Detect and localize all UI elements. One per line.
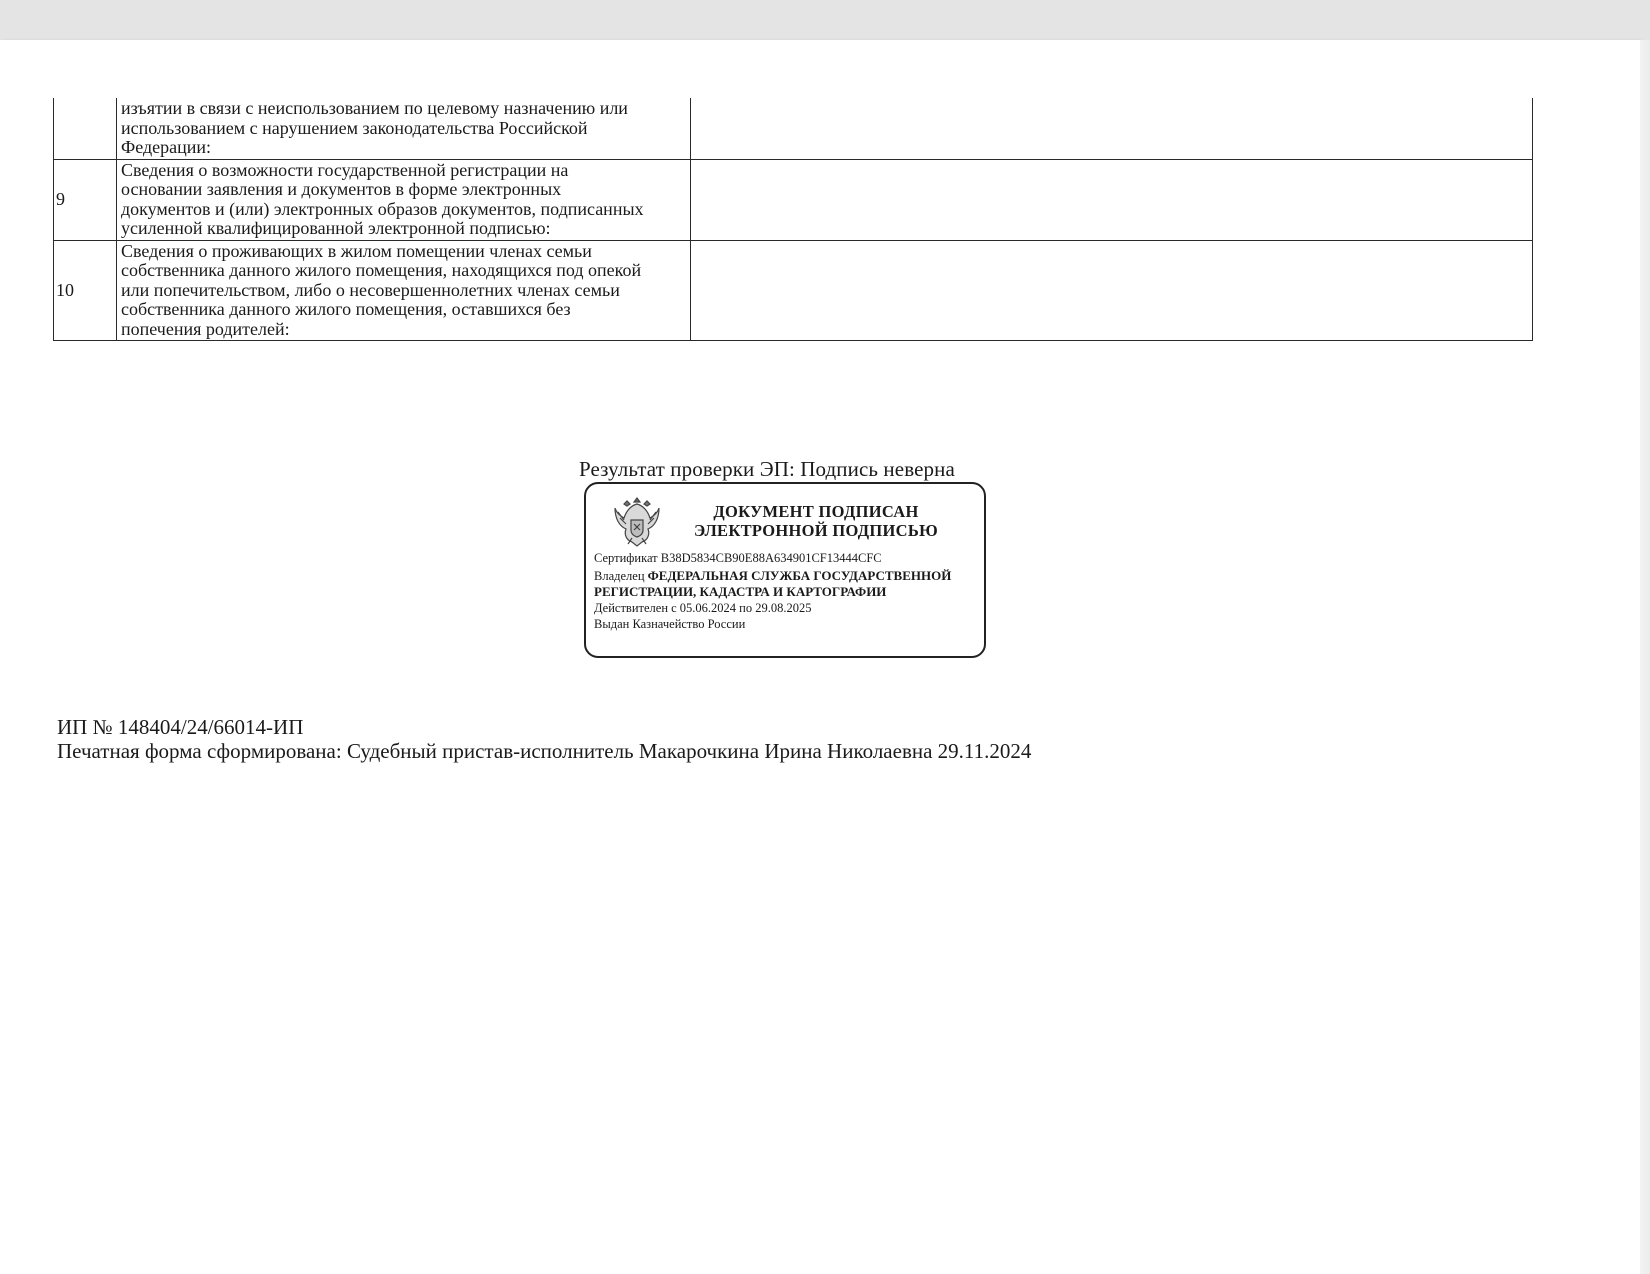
certificate-value: B38D5834CB90E88A634901CF13444CFC — [660, 551, 882, 565]
row-number — [54, 98, 117, 159]
description-line: Сведения о проживающих в жилом помещении членах семьи — [121, 240, 592, 261]
certificate-label: Сертификат — [594, 551, 658, 565]
description-line: или попечительством, либо о несовершеннолетних членах семьи — [121, 279, 620, 300]
row-description — [117, 240, 691, 341]
description-line: собственника данного жилого помещения, находящихся под опекой — [121, 260, 642, 280]
info-table — [53, 98, 1533, 341]
certificate-line — [594, 550, 882, 566]
description-line: документов и (или) электронных образов документов, подписанных — [121, 198, 644, 219]
table-row — [54, 98, 1533, 159]
validity-line: Действителен с 05.06.2024 по 29.08.2025 — [594, 601, 812, 615]
row-description — [117, 98, 691, 159]
description-line: основании заявления и документов в форме электронных — [121, 179, 562, 199]
description-line: изъятии в связи с неиспользованием по целевому назначению или — [121, 98, 628, 118]
row-value — [691, 98, 1533, 159]
case-number: ИП № 148404/24/66014-ИП — [57, 715, 304, 739]
description-line: собственника данного жилого помещения, оставшихся без — [121, 299, 571, 319]
printed-by: Печатная форма сформирована: Судебный пристав-исполнитель Макарочкина Ирина Николаевна 29.11.2024 — [57, 739, 1032, 763]
description-line: использованием с нарушением законодательства Российской — [121, 117, 588, 138]
description-line: усиленной квалифицированной электронной подписью: — [121, 218, 551, 238]
description-line: попечения родителей: — [121, 318, 290, 339]
owner-label: Владелец — [594, 569, 645, 583]
owner-value: ФЕДЕРАЛЬНАЯ СЛУЖБА ГОСУДАРСТВЕННОЙ РЕГИСТРАЦИИ, КАДАСТРА И КАРТОГРАФИИ — [594, 568, 952, 599]
electronic-signature-stamp — [584, 482, 986, 658]
signature-verification-result: Результат проверки ЭП: Подпись неверна — [579, 457, 955, 481]
issuer-line: Выдан Казначейство России — [594, 617, 746, 631]
page-edge — [1640, 40, 1650, 1274]
row-value — [691, 159, 1533, 240]
row-number: 9 — [54, 159, 117, 240]
row-description — [117, 159, 691, 240]
stamp-title-line: ЭЛЕКТРОННОЙ ПОДПИСЬЮ — [694, 521, 938, 540]
description-line: Федерации: — [121, 137, 212, 157]
table-row — [54, 159, 1533, 240]
coat-of-arms-icon — [612, 494, 662, 548]
document-footer — [57, 715, 1031, 763]
owner-line — [594, 568, 979, 600]
table-row — [54, 240, 1533, 341]
stamp-title-line: ДОКУМЕНТ ПОДПИСАН — [713, 502, 919, 521]
row-number: 10 — [54, 240, 117, 341]
description-line: Сведения о возможности государственной регистрации на — [121, 159, 569, 180]
stamp-title — [686, 502, 946, 540]
row-value — [691, 240, 1533, 341]
